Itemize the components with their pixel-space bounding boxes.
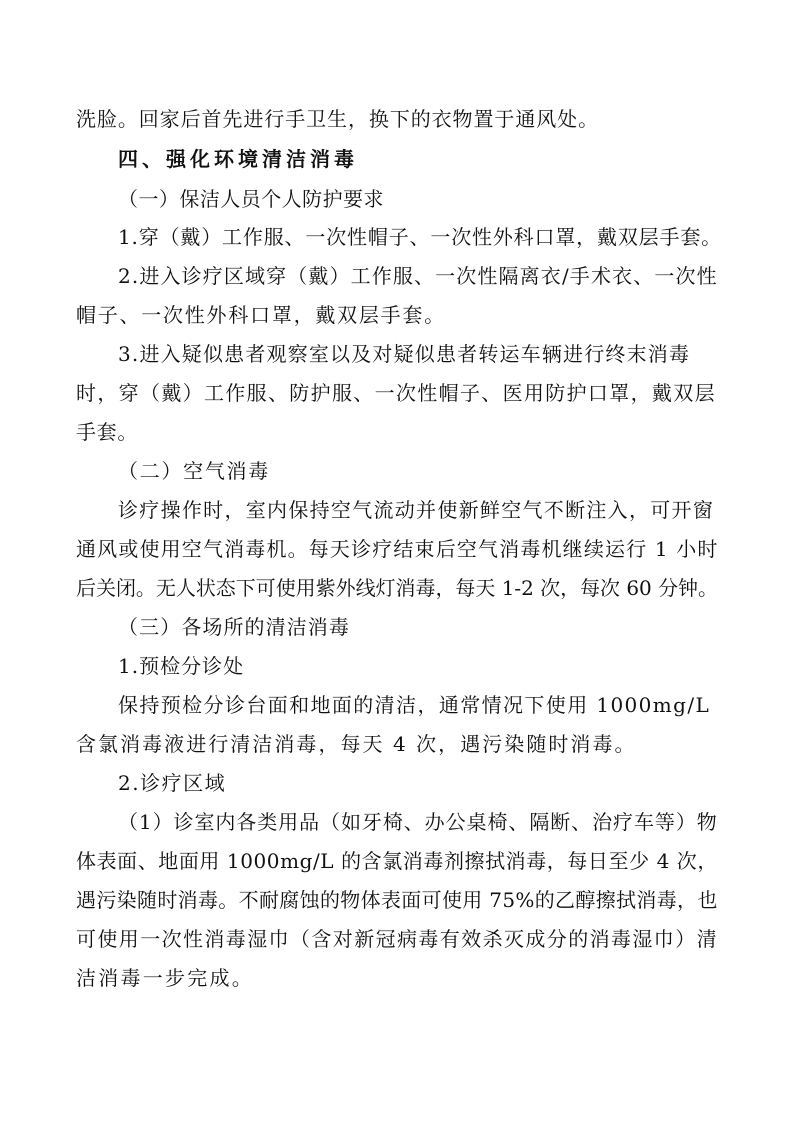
line-text: 2.进入诊疗区域穿（戴）工作服、一次性隔离衣/手术衣、一次性 bbox=[118, 264, 718, 288]
line-text: 洗脸。回家后首先进行手卫生，换下的衣物置于通风处。 bbox=[76, 107, 599, 131]
paragraph-line bbox=[0, 217, 793, 257]
line-text: 时，穿（戴）工作服、防护服、一次性帽子、医用防护口罩，戴双层 bbox=[76, 381, 716, 405]
paragraph-line bbox=[0, 880, 793, 920]
item-heading-text: 1.预检分诊处 bbox=[118, 654, 245, 678]
line-text: 后关闭。无人状态下可使用紫外线灯消毒，每天 1-2 次，每次 60 分钟。 bbox=[76, 576, 718, 600]
paragraph-line bbox=[0, 919, 793, 959]
subsection-heading bbox=[0, 607, 793, 647]
paragraph-line bbox=[0, 568, 793, 608]
item-heading bbox=[0, 763, 793, 803]
line-text: 含氯消毒液进行清洁消毒，每天 4 次，遇污染随时消毒。 bbox=[76, 732, 637, 756]
paragraph-line bbox=[0, 373, 793, 413]
line-text: 保持预检分诊台面和地面的清洁，通常情况下使用 1000mg/L bbox=[118, 693, 711, 717]
paragraph-line bbox=[0, 841, 793, 881]
item-heading bbox=[0, 646, 793, 686]
line-text: 体表面、地面用 1000mg/L 的含氯消毒剂擦拭消毒，每日至少 4 次， bbox=[76, 849, 718, 873]
line-text: 帽子、一次性外科口罩，戴双层手套。 bbox=[76, 303, 446, 327]
paragraph-line bbox=[0, 99, 793, 139]
paragraph-line bbox=[0, 295, 793, 335]
item-heading-text: 2.诊疗区域 bbox=[118, 771, 227, 795]
subheading-text: （三）各场所的清洁消毒 bbox=[118, 615, 350, 639]
section-heading bbox=[0, 139, 793, 179]
paragraph-line bbox=[0, 724, 793, 764]
line-text: （1）诊室内各类用品（如牙椅、办公桌椅、隔断、治疗车等）物 bbox=[118, 810, 718, 834]
paragraph-line bbox=[0, 802, 793, 842]
paragraph-line bbox=[0, 490, 793, 530]
line-text: 洁消毒一步完成。 bbox=[76, 966, 254, 990]
paragraph-line bbox=[0, 958, 793, 998]
paragraph-line bbox=[0, 256, 793, 296]
subheading-text: （一）保洁人员个人防护要求 bbox=[118, 187, 384, 211]
subheading-text: （二）空气消毒 bbox=[118, 459, 270, 483]
line-text: 可使用一次性消毒湿巾（含对新冠病毒有效杀灭成分的消毒湿巾）清 bbox=[76, 927, 718, 951]
line-text: 通风或使用空气消毒机。每天诊疗结束后空气消毒机继续运行 1 小时 bbox=[76, 537, 719, 561]
paragraph-line bbox=[0, 529, 793, 569]
line-text: 3.进入疑似患者观察室以及对疑似患者转运车辆进行终末消毒 bbox=[118, 342, 691, 366]
paragraph-line bbox=[0, 334, 793, 374]
subsection-heading bbox=[0, 179, 793, 219]
line-text: 1.穿（戴）工作服、一次性帽子、一次性外科口罩，戴双层手套。 bbox=[118, 225, 722, 249]
heading-text: 四、强化环境清洁消毒 bbox=[118, 147, 358, 171]
line-text: 手套。 bbox=[76, 420, 139, 444]
line-text: 诊疗操作时，室内保持空气流动并使新鲜空气不断注入，可开窗 bbox=[118, 498, 715, 522]
subsection-heading bbox=[0, 451, 793, 491]
line-text: 遇污染随时消毒。不耐腐蚀的物体表面可使用 75%的乙醇擦拭消毒，也 bbox=[76, 888, 718, 912]
paragraph-line bbox=[0, 685, 793, 725]
paragraph-line bbox=[0, 412, 793, 452]
